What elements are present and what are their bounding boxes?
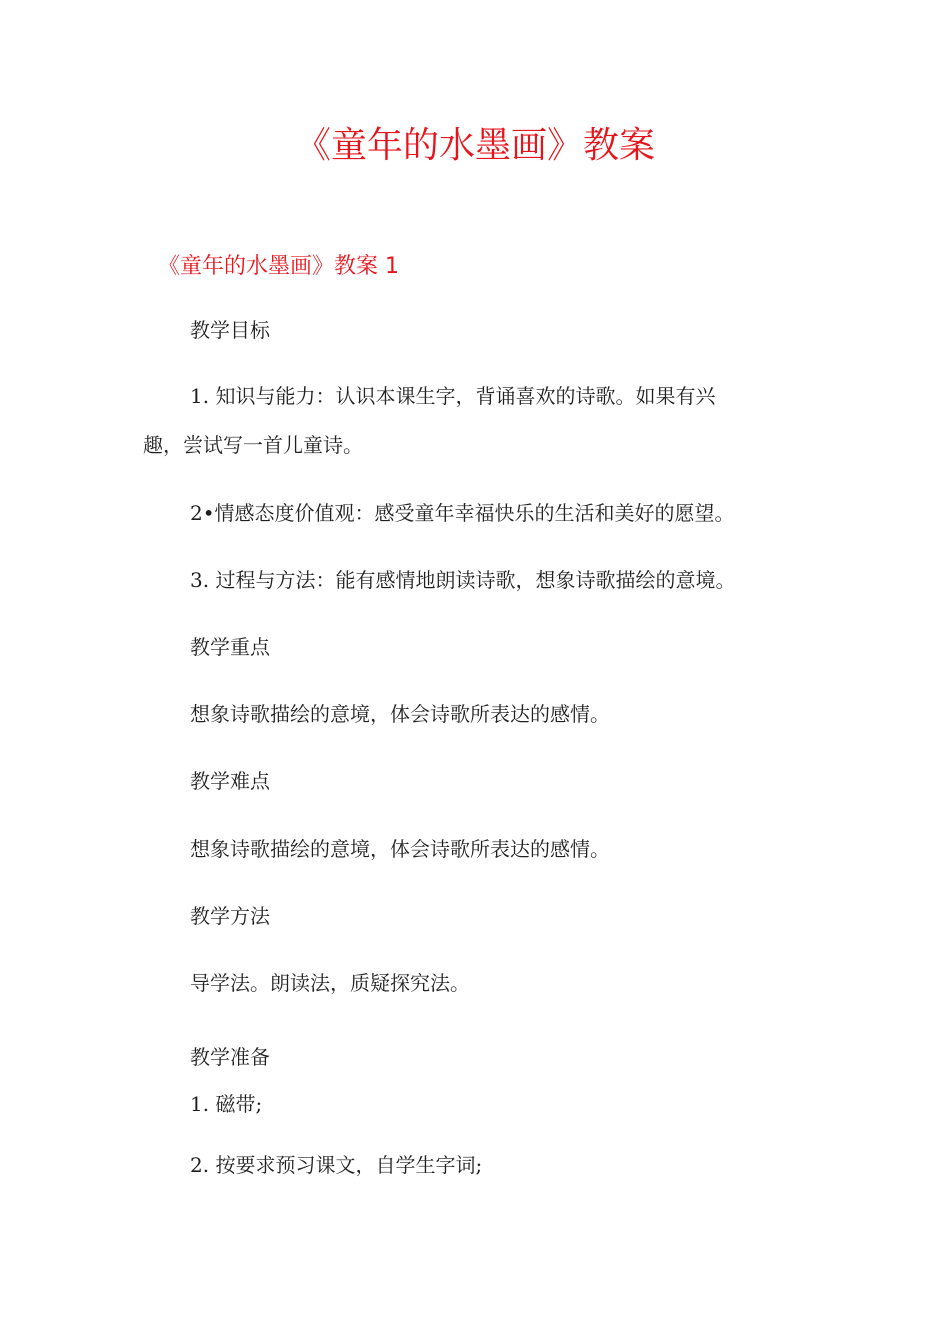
goal-1-line-1: 1. 知识与能力：认识本课生字，背诵喜欢的诗歌。如果有兴 xyxy=(190,384,716,408)
goal-1-line-2: 趣，尝试写一首儿童诗。 xyxy=(143,433,363,457)
goal-3: 3. 过程与方法：能有感情地朗读诗歌，想象诗歌描绘的意境。 xyxy=(190,568,736,592)
key-heading: 教学重点 xyxy=(190,635,270,659)
prep-item-1: 1. 磁带; xyxy=(190,1092,263,1116)
prep-item-2: 2. 按要求预习课文，自学生字词; xyxy=(190,1153,483,1177)
document-title: 《童年的水墨画》教案 xyxy=(294,125,655,166)
section-title: 《童年的水墨画》教案 1 xyxy=(158,254,399,279)
goal-2: 2•情感态度价值观：感受童年幸福快乐的生活和美好的愿望。 xyxy=(190,501,735,525)
prep-heading: 教学准备 xyxy=(190,1045,270,1069)
key-text: 想象诗歌描绘的意境，体会诗歌所表达的感情。 xyxy=(190,702,610,726)
difficulty-heading: 教学难点 xyxy=(190,769,270,793)
method-text: 导学法。朗读法，质疑探究法。 xyxy=(190,971,470,995)
difficulty-text: 想象诗歌描绘的意境，体会诗歌所表达的感情。 xyxy=(190,837,610,861)
method-heading: 教学方法 xyxy=(190,904,270,928)
goal-heading: 教学目标 xyxy=(190,318,270,342)
